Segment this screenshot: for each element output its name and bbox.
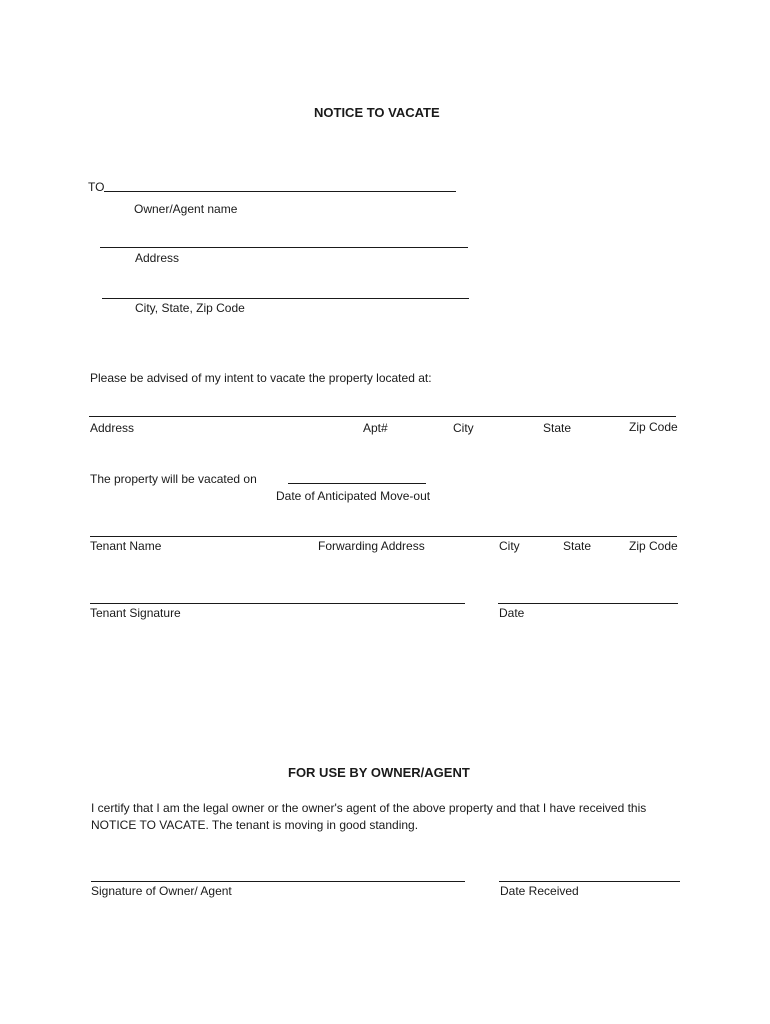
recipient-address-label: Address [135,251,180,265]
tenant-zip-label: Zip Code [629,539,678,553]
tenant-name-label: Tenant Name [90,539,162,553]
page-title: NOTICE TO VACATE [314,105,440,120]
property-city-label: City [453,421,474,435]
move-out-date-line[interactable] [288,483,426,484]
tenant-city-label: City [499,539,520,553]
property-state-label: State [543,421,572,435]
recipient-city-state-zip-label: City, State, Zip Code [135,301,245,315]
owner-agent-name-label: Owner/Agent name [134,202,238,216]
intent-text: Please be advised of my intent to vacate the property located at: [90,371,432,385]
property-apt-label: Apt# [363,421,388,435]
owner-section-heading: FOR USE BY OWNER/AGENT [288,765,470,780]
to-line[interactable] [104,191,456,192]
recipient-address-line[interactable] [100,247,468,248]
tenant-state-label: State [563,539,592,553]
vacate-text: The property will be vacated on [90,472,257,486]
property-address-line[interactable] [89,416,676,417]
date-received-line[interactable] [499,881,680,882]
recipient-city-state-zip-line[interactable] [102,298,469,299]
owner-signature-line[interactable] [91,881,465,882]
tenant-signature-label: Tenant Signature [90,606,181,620]
move-out-date-label: Date of Anticipated Move-out [276,489,431,503]
owner-signature-label: Signature of Owner/ Agent [91,884,232,898]
forwarding-address-label: Forwarding Address [318,539,425,553]
date-received-label: Date Received [500,884,579,898]
tenant-signature-line[interactable] [90,603,465,604]
property-zip-label: Zip Code [629,420,678,434]
tenant-date-label: Date [499,606,525,620]
certify-text: I certify that I am the legal owner or the owner's agent of the above property and that I have received this NOTICE TO VACATE. The tenant is moving in good standing. [91,801,647,832]
to-label: TO [88,180,105,194]
tenant-info-line[interactable] [90,536,677,537]
tenant-date-line[interactable] [498,603,678,604]
property-address-label: Address [90,421,135,435]
